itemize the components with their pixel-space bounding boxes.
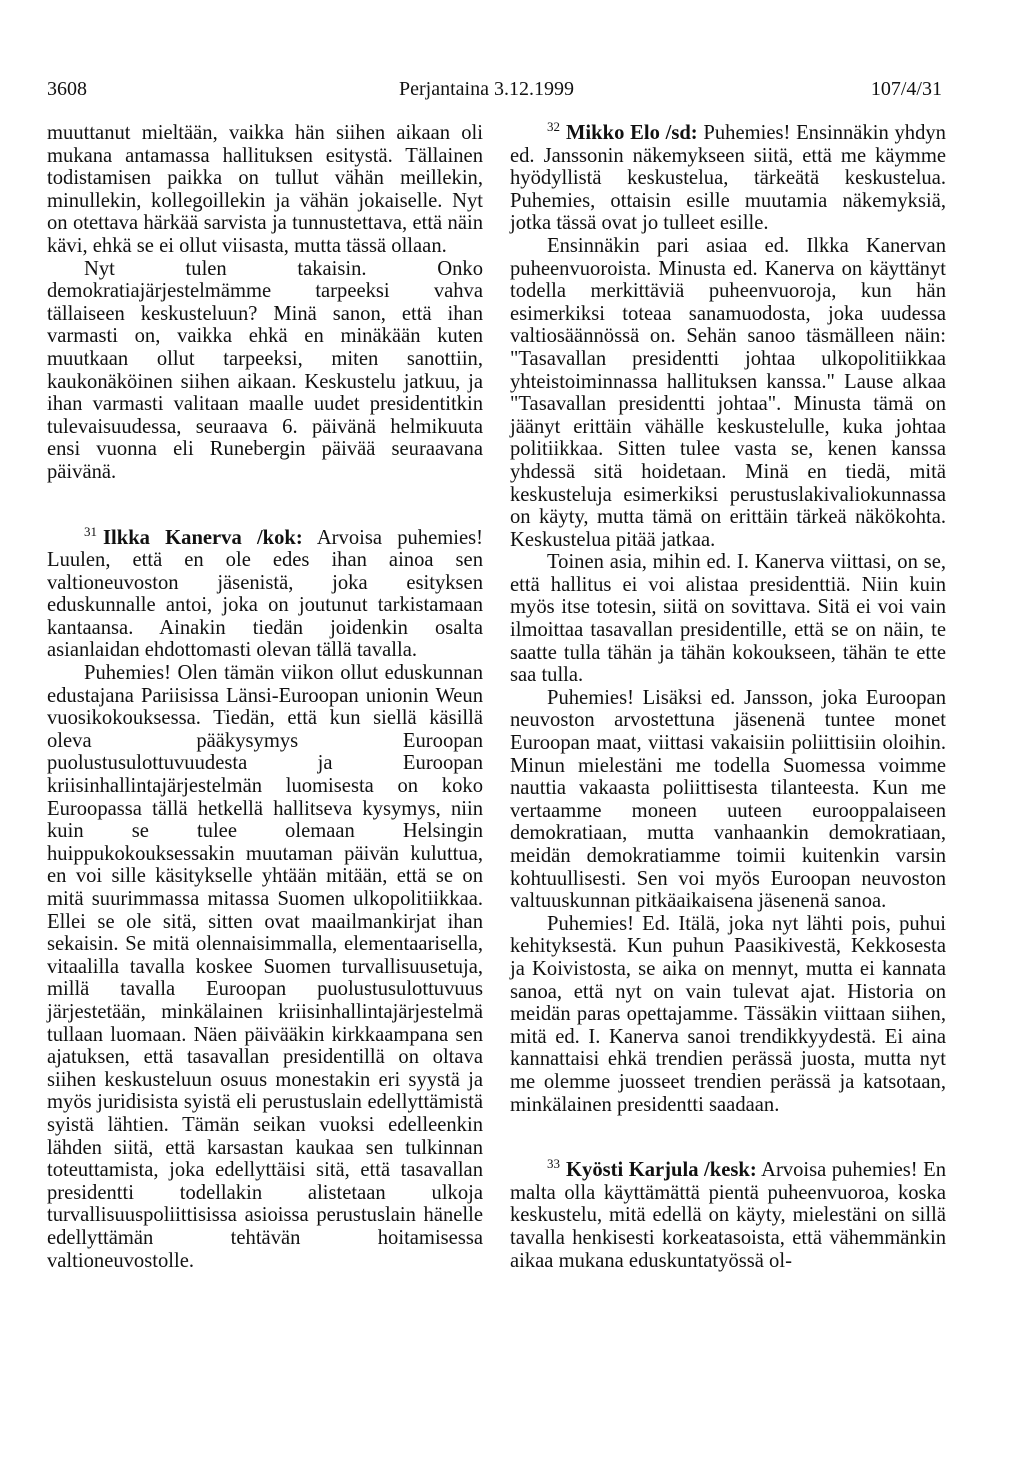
speech-number: 32: [547, 119, 560, 135]
speech-number: 31: [84, 523, 97, 539]
paragraph: Nyt tulen takaisin. Onko demokratiajärjestelmämme tarpeeksi vahva tällaiseen keskusteluun? Minä sanon, että ihan varmasti on, vaikka ehkä en minäkään kuten muutkaan ollut tarpeeksi, miten sanottiin, kaukonäköinen siihen aikaan. Keskustelu jatkuu, ja ihan varmasti valitaan maalle uudet presidentitkin tulevaisuudessa, seuraava 6. päivänä helmikuuta ensi vuonna eli Runebergin päivää seuraavana päivänä.: [47, 257, 483, 483]
paragraph: Puhemies! Lisäksi ed. Jansson, joka Euroopan neuvoston arvostettuna jäsenenä tuntee monet Euroopan maat, viittasi vakaisiin poliittisiin oloihin. Minun mielestäni me todella Suomessa voimme nauttia vakaasta poliittisesta tilanteesta. Kun me vertaamme moneen uuteen eurooppalaiseen demokratiaan, mutta vanhaankin demokratiaan, meidän demokratiamme toimii kuitenkin varsin kohtuullisesti. Sen voi myös Euroopan neuvoston valtuuskunnan pitkäaikaisena jäsenenä sanoa.: [510, 686, 946, 913]
left-column: [47, 122, 483, 1272]
speaker-name: Kyösti Karjula /kesk:: [566, 1159, 757, 1182]
speech-33: [510, 1156, 946, 1272]
speech-text: Arvoisa puhemies! En malta olla käyttämättä pientä puheenvuoroa, koska keskustelu, mitä edellä on käyty, mielestäni on sillä tavalla henkisesti korkeatasoista, että vähemmänkin aikaa mukana eduskuntatyössä ol-: [510, 1159, 946, 1272]
speech-text: Arvoisa puhemies! Luulen, että en ole edes ihan ainoa sen valtioneuvoston jäsenistä, joka esityksen eduskunnalle antoi, joka on joutunut tarkistamaan kantaansa. Ainakin tiedän joidenkin osalta asianlaidan ehdottomasti olevan tällä tavalla.: [47, 526, 483, 662]
session-date: Perjantaina 3.12.1999: [399, 78, 574, 100]
paragraph: Puhemies! Ed. Itälä, joka nyt lähti pois, puhui kehityksestä. Kun puhun Paasikivestä, Kekkosesta ja Koivistosta, se aika on mennyt, mutta ei kannata sanoa, että nyt on vain tulevat ajat. Historia on meidän paras opettajamme. Tässäkin viittaan siihen, mitä ed. I. Kanerva sanoi trendikkyydestä. Ei aina kannattaisi ehkä trendien perässä juosta, mutta nyt me olemme juosseet trendien perässä ja katsotaan, minkälainen presidentti saadaan.: [510, 912, 946, 1116]
paragraph: muuttanut mieltään, vaikka hän siihen aikaan oli mukana antamassa hallituksen esitystä. Tällainen todistamisen paikka on tullut vähän meillekin, minullekin, kollegoillekin ja vähän jokaiselle. Nyt on otettava härkää sarvista ja tunnustettava, että näin kävi, ehkä se ei ollut viisasta, mutta tässä ollaan.: [47, 122, 483, 257]
speech-text: Puhemies! Ensinnäkin yhdyn ed. Janssonin näkemykseen siitä, että me käymme hyödyllistä keskustelua, tärkeätä keskustelua. Puhemies, ottaisin esille muutamia näkemyksiä, jotka tässä ovat jo tulleet esille.: [510, 122, 946, 235]
document-reference: 107/4/31: [870, 78, 942, 100]
speech-32: [510, 119, 946, 235]
speech-31: [47, 523, 483, 663]
paragraph: Toinen asia, mihin ed. I. Kanerva viittasi, on se, että hallitus ei voi alistaa presidenttiä. Niin kuin myös itse totesin, siitä on sovittava. Sitä ei voi vain ilmoittaa tasavallan presidentille, että se on näin, te saatte tulla tähän ja tähän kokoukseen, tähän te ette saa tulla.: [510, 551, 946, 687]
right-column: [510, 119, 946, 1272]
speaker-name: Mikko Elo /sd:: [566, 122, 698, 144]
page-header: [47, 76, 942, 102]
paragraph: Ensinnäkin pari asiaa ed. Ilkka Kanervan puheenvuoroista. Minusta ed. Kanerva on käyttänyt todella merkittäviä puheenvuoroja, kun hän esimerkiksi toteaa sanamuodosta, joka uudessa valtiosäännössä on. Sehän sanoo täsmälleen näin: "Tasavallan presidentti johtaa ulkopolitiikkaa yhteistoiminnassa hallituksen kanssa." Lause alkaa "Tasavallan presidentti johtaa". Minusta tämä on jäänyt erittäin vähälle keskustelulle, kuka johtaa politiikkaa. Sitten tulee vasta se, kenen kanssa yhdessä sitä hoidetaan. Minä en tiedä, mitä keskusteluja esimerkiksi perustuslakivaliokunnassa on käyty, mutta tämä on erittäin tärkeä näkökohta. Keskustelua pitää jatkaa.: [510, 234, 946, 551]
page-number: 3608: [47, 78, 87, 100]
paragraph: Puhemies! Olen tämän viikon ollut eduskunnan edustajana Pariisissa Länsi-Euroopan unionin Weun vuosikokouksessa. Tiedän, että kun siellä käsillä oleva pääkysymys Euroopan puolustusulottuvuudesta ja Euroopan kriisinhallintajärjestelmän luomisesta on koko Euroopassa tällä hetkellä hallitseva kysymys, niin kuin se tulee olemaan Helsingin huippukokouksessakin muutaman päivän kuluttua, en voi sille käsitykselle yhtään mitään, että se on mitä suurimmassa mitassa Suomen ulkopolitiikkaa. Ellei se ole sitä, sitten ovat maailmankirjat ihan sekaisin. Se mitä olennaisimmalla, elementaarisella, vitaalilla tavalla koskee Suomen turvallisuusetuja, millä tavalla Euroopan puolustusulottuvuus järjestetään, minkälainen kriisinhallintajärjestelmä tullaan luomaan. Näen päivääkin kirkkaampana sen ajatuksen, että tasavallan presidentillä on oltava siihen keskusteluun osuus monestakin eri syystä ja myös juridisista syistä eli perustuslain edellyttämistä syistä lähtien. Tämän seikan vuoksi edelleenkin lähden siitä, että karsastan kaukaa sen tulkinnan toteuttamista, joka edellyttäisi sitä, että tasavallan presidentti todellakin alistetaan ulkoja turvallisuuspoliittisissa asioissa perustuslain hänelle edellyttämän tehtävän hoitamisessa valtioneuvostolle.: [47, 662, 483, 1272]
speech-number: 33: [547, 1156, 560, 1172]
speaker-name: Ilkka Kanerva /kok:: [103, 526, 303, 549]
